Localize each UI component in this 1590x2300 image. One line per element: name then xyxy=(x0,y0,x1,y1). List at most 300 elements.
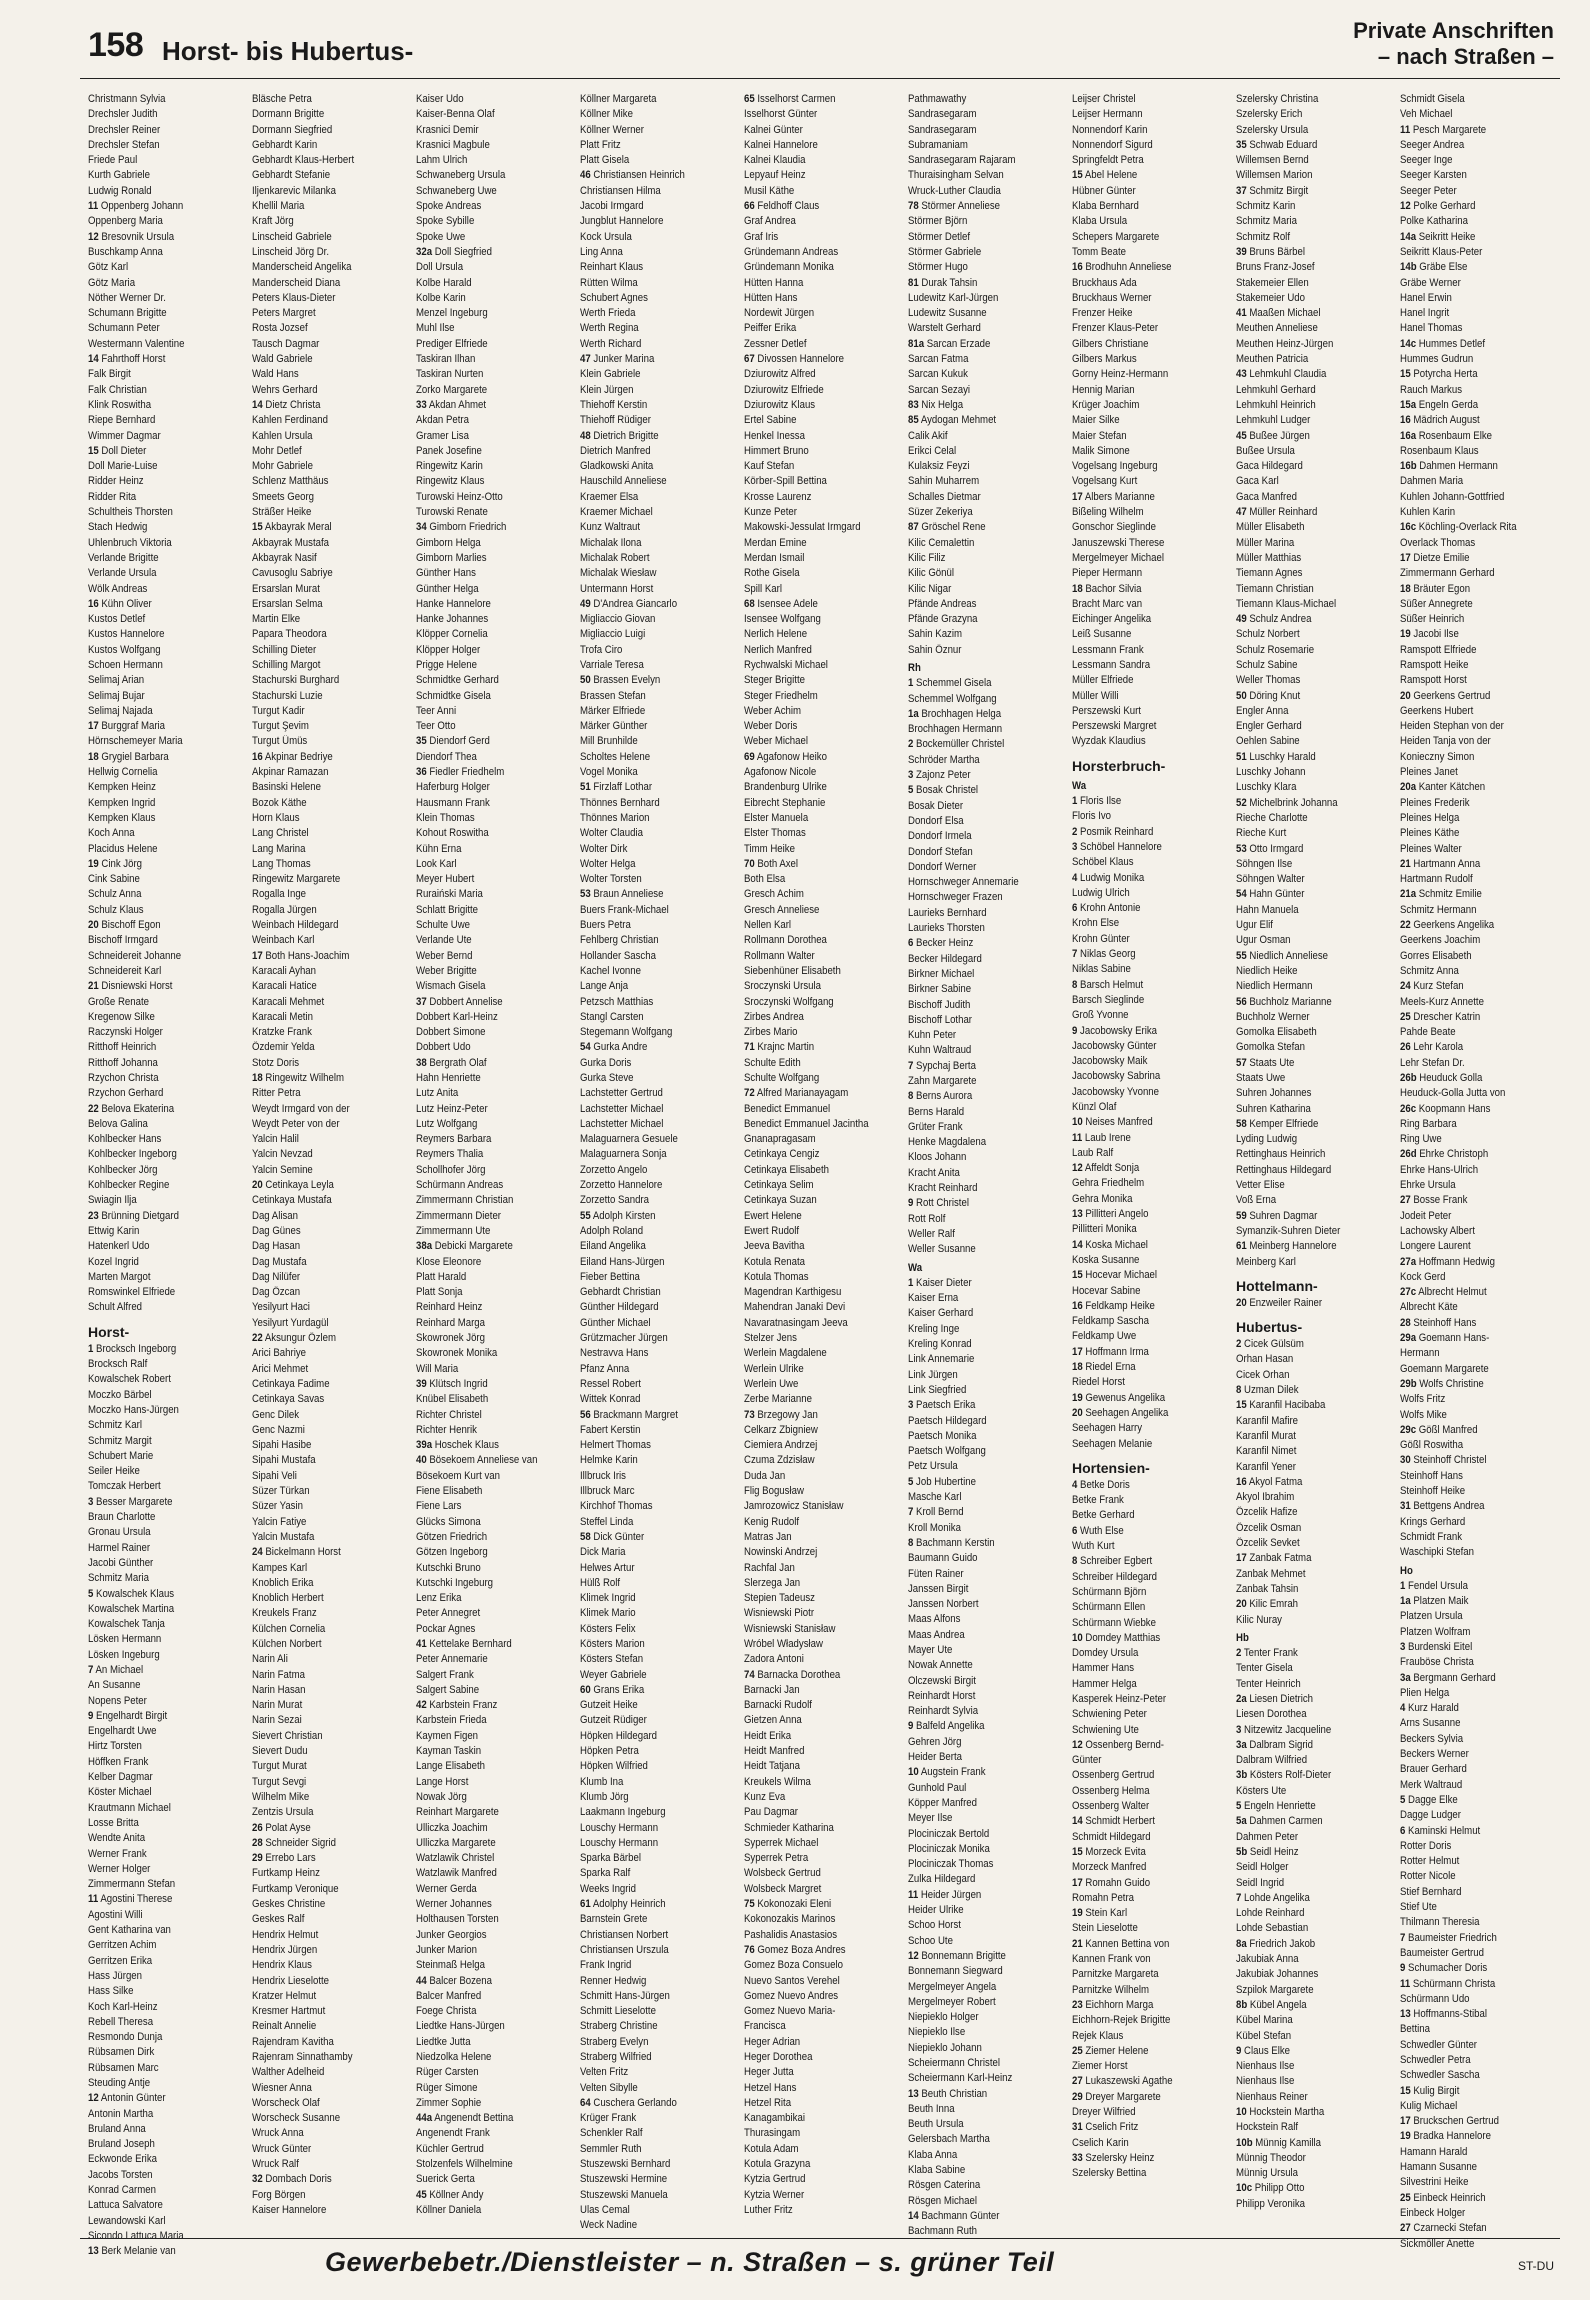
directory-entry: Fabert Kerstin xyxy=(580,1423,641,1436)
section-title-line1: Private Anschriften xyxy=(1353,18,1554,43)
directory-entry: 2a Liesen Dietrich xyxy=(1236,1692,1314,1705)
directory-entry: 7 An Michael xyxy=(88,1663,144,1676)
directory-entry: 85 Aydogan Mehmet xyxy=(908,414,997,427)
house-number: 5 xyxy=(1236,1800,1242,1813)
directory-entry: 1a Platzen Maik xyxy=(1400,1595,1469,1608)
directory-entry: Dag Hasan xyxy=(252,1240,301,1253)
directory-entry: Olczewski Birgit xyxy=(908,1674,976,1687)
directory-entry: Basinski Helene xyxy=(252,781,322,794)
directory-entry: 33 Akdan Ahmet xyxy=(416,398,487,411)
directory-entry: Lachstetter Michael xyxy=(580,1102,664,1115)
directory-entry: Klein Thomas xyxy=(416,811,475,824)
house-number: 35 xyxy=(1236,138,1247,151)
directory-entry: 53 Braun Anneliese xyxy=(580,888,664,901)
directory-entry: Riepe Bernhard xyxy=(88,414,156,427)
directory-entry: Suerick Gerta xyxy=(416,2173,475,2186)
house-number: 60 xyxy=(580,1683,591,1696)
directory-entry: Seidl Ingrid xyxy=(1236,1876,1285,1889)
directory-entry: Hülß Rolf xyxy=(580,1576,621,1589)
directory-entry: Rychwalski Michael xyxy=(744,658,828,671)
directory-entry: Springfeldt Petra xyxy=(1072,154,1144,167)
directory-entry: Zorzetto Angelo xyxy=(580,1163,648,1176)
directory-entry: Sparka Bärbel xyxy=(580,1852,641,1865)
directory-entry: Schlatt Brigitte xyxy=(416,903,479,916)
directory-entry: Velten Sibylle xyxy=(580,2081,638,2094)
directory-entry: Gebhardt Karin xyxy=(252,138,318,151)
directory-entry: Weinbach Hildegard xyxy=(252,919,339,932)
directory-entry: Hendrix Klaus xyxy=(252,1959,312,1972)
directory-entry: Weyer Gabriele xyxy=(580,1668,647,1681)
directory-entry: Gilbers Markus xyxy=(1072,353,1137,366)
directory-entry: Eiland Angelika xyxy=(580,1240,646,1253)
directory-entry: Ehrke Ursula xyxy=(1400,1179,1456,1192)
directory-entry: Meuthen Patricia xyxy=(1236,353,1309,366)
directory-entry: Akyol Ibrahim xyxy=(1236,1491,1295,1504)
directory-entry: 59 Suhren Dagmar xyxy=(1236,1209,1318,1222)
directory-entry: Kalnei Hannelore xyxy=(744,138,818,151)
directory-entry: Zanbak Mehmet xyxy=(1236,1567,1306,1580)
directory-entry: Plociniczak Bertold xyxy=(908,1827,990,1840)
directory-entry: 68 Isensee Adele xyxy=(744,597,818,610)
directory-entry: Sicondo Lattuca Maria xyxy=(88,2229,184,2242)
directory-entry: Spoke Sybille xyxy=(416,215,475,228)
house-number: 7 xyxy=(88,1663,94,1676)
directory-entry: 1 Schemmel Gisela xyxy=(908,677,992,690)
directory-entry: Schürmann Wiebke xyxy=(1072,1616,1156,1629)
directory-entry: Wolfs Mike xyxy=(1400,1408,1447,1421)
directory-entry: Seeger Inge xyxy=(1400,154,1453,167)
directory-entry: Schmidtke Gisela xyxy=(416,689,491,702)
directory-entry: Hanke Johannes xyxy=(416,613,489,626)
house-number: 6 xyxy=(1400,1824,1406,1837)
directory-entry: Petzsch Matthias xyxy=(580,995,654,1008)
directory-entry: 61 Meinberg Hannelore xyxy=(1236,1240,1337,1253)
house-number: 28 xyxy=(252,1836,263,1849)
directory-entry: 81 Durak Tahsin xyxy=(908,276,978,289)
directory-entry: Narin Ali xyxy=(252,1653,288,1666)
directory-entry: Menzel Ingeburg xyxy=(416,307,488,320)
directory-entry: Süßer Annegrete xyxy=(1400,597,1473,610)
house-number: 15 xyxy=(1072,1269,1083,1282)
house-number: 15a xyxy=(1400,398,1417,411)
directory-entry: Stakemeier Ellen xyxy=(1236,276,1309,289)
directory-entry: 28 Schneider Sigrid xyxy=(252,1836,336,1849)
directory-entry: Dondorf Stefan xyxy=(908,845,973,858)
directory-entry: Hartmann Rudolf xyxy=(1400,873,1473,886)
house-number: 2 xyxy=(908,738,914,751)
directory-entry: Niedlich Hermann xyxy=(1236,980,1313,993)
directory-entry: Stangl Carsten xyxy=(580,1010,644,1023)
directory-entry: Hollander Sascha xyxy=(580,949,656,962)
directory-entry: Körber-Spill Bettina xyxy=(744,475,827,488)
directory-entry: Lessmann Frank xyxy=(1072,643,1144,656)
directory-entry: Knoblich Erika xyxy=(252,1576,314,1589)
directory-entry: Wismach Gisela xyxy=(416,980,486,993)
house-number: 52 xyxy=(1236,796,1247,809)
directory-entry: 46 Christiansen Heinrich xyxy=(580,169,685,182)
directory-entry: 9 Schumacher Doris xyxy=(1400,1962,1488,1975)
directory-entry: Seidl Holger xyxy=(1236,1861,1289,1874)
directory-entry: 11 Heider Jürgen xyxy=(908,1888,982,1901)
directory-entry: Angenendt Frank xyxy=(416,2127,490,2140)
directory-entry: Westermann Valentine xyxy=(88,337,185,350)
directory-entry: Szelersky Bettina xyxy=(1072,2167,1147,2180)
directory-entry: 20 Seehagen Angelika xyxy=(1072,1406,1169,1419)
directory-entry: Kutschki Ingeburg xyxy=(416,1576,494,1589)
directory-entry: Nienhaus Ilse xyxy=(1236,2060,1295,2073)
directory-entry: Bischoff Irmgard xyxy=(88,934,158,947)
directory-entry: Spoke Uwe xyxy=(416,230,466,243)
directory-entry: Kotula Adam xyxy=(744,2142,799,2155)
directory-entry: Gößl Roswitha xyxy=(1400,1439,1464,1452)
directory-entry: Doll Ursula xyxy=(416,261,464,274)
directory-entry: Richter Christel xyxy=(416,1408,482,1421)
directory-entry: Heider Berta xyxy=(908,1751,963,1764)
house-number: 58 xyxy=(580,1530,591,1543)
directory-entry: Heger Adrian xyxy=(744,2035,801,2048)
directory-entry: Christiansen Hilma xyxy=(580,184,661,197)
directory-entry: Kuhlen Johann-Gottfried xyxy=(1400,490,1505,503)
directory-entry: Szpilok Margarete xyxy=(1236,1983,1314,1996)
page-header xyxy=(80,18,1560,79)
directory-entry: Kaymen Figen xyxy=(416,1729,479,1742)
directory-entry: Wald Gabriele xyxy=(252,353,313,366)
directory-entry: Stegemann Wolfgang xyxy=(580,1026,673,1039)
directory-entry: Brochhagen Hermann xyxy=(908,723,1003,736)
directory-entry: Bruckhaus Werner xyxy=(1072,291,1152,304)
directory-entry: Kaiser Gerhard xyxy=(908,1307,974,1320)
house-number: 21 xyxy=(1400,857,1411,870)
directory-entry: Kühn Erna xyxy=(416,842,462,855)
directory-entry: 3 Burdenski Eitel xyxy=(1400,1640,1473,1653)
directory-entry: Hanke Hannelore xyxy=(416,597,491,610)
directory-entry: Sahin Öznur xyxy=(908,643,962,656)
directory-entry: 55 Niedlich Anneliese xyxy=(1236,949,1329,962)
directory-entry: Krasnici Demir xyxy=(416,123,479,136)
directory-entry: Adolph Roland xyxy=(580,1224,644,1237)
directory-entry: Baumeister Gertrud xyxy=(1400,1946,1484,1959)
directory-entry: Eichhorn-Rejek Brigitte xyxy=(1072,2014,1171,2027)
directory-entry: Bruns Franz-Josef xyxy=(1236,261,1315,274)
directory-entry: Cetinkaya Elisabeth xyxy=(744,1163,830,1176)
directory-entry: Sparka Ralf xyxy=(580,1867,631,1880)
directory-entry: Khellil Maria xyxy=(252,200,305,213)
directory-entry: Selimaj Najada xyxy=(88,704,153,717)
directory-entry: 5 Dagge Elke xyxy=(1400,1793,1458,1806)
house-number: 11 xyxy=(908,1888,919,1901)
directory-entry: 7 Niklas Georg xyxy=(1072,948,1136,961)
house-number: 15 xyxy=(1400,2084,1411,2097)
directory-entry: 15 Doll Dieter xyxy=(88,444,147,457)
directory-entry: Klein Jürgen xyxy=(580,383,634,396)
directory-entry: Schmitz Karl xyxy=(88,1419,143,1432)
directory-entry: Gaca Karl xyxy=(1236,475,1279,488)
house-number: 4 xyxy=(1400,1702,1406,1715)
directory-entry: Rösgen Michael xyxy=(908,2194,978,2207)
directory-entry: 26c Koopmann Hans xyxy=(1400,1102,1491,1115)
directory-entry: Schult Alfred xyxy=(88,1301,143,1314)
house-number: 39 xyxy=(1236,245,1247,258)
directory-entry: Höpken Hildegard xyxy=(580,1729,658,1742)
house-number: 18 xyxy=(1072,582,1083,595)
directory-entry: Wolter Dirk xyxy=(580,842,628,855)
directory-entry: Sandrasegaram xyxy=(908,123,977,136)
directory-entry: Lösken Ingeburg xyxy=(88,1648,160,1661)
directory-entry: Illbruck Iris xyxy=(580,1469,626,1482)
directory-entry: 64 Cuschera Gerlando xyxy=(580,2096,677,2109)
directory-entry: Hammer Helga xyxy=(1072,1677,1137,1690)
directory-entry: Sipahi Veli xyxy=(252,1469,297,1482)
house-number: 7 xyxy=(908,1506,914,1519)
directory-entry: Stepien Tadeusz xyxy=(744,1592,815,1605)
directory-entry: Januszewski Therese xyxy=(1072,536,1165,549)
directory-entry: Günter xyxy=(1072,1754,1102,1767)
directory-entry: Worscheck Susanne xyxy=(252,2112,341,2125)
directory-entry: 44a Angenendt Bettina xyxy=(416,2112,514,2125)
directory-entry: Maas Andrea xyxy=(908,1628,965,1641)
directory-column xyxy=(1400,92,1558,2260)
directory-entry: 1 Kaiser Dieter xyxy=(908,1276,972,1289)
street-heading: Hottelmann- xyxy=(1236,1277,1318,1294)
directory-entry: Hetzel Hans xyxy=(744,2081,797,2094)
directory-entry: Reinhardt Sylvia xyxy=(908,1705,979,1718)
directory-entry: Rotter Helmut xyxy=(1400,1855,1460,1868)
directory-entry: Narin Fatma xyxy=(252,1668,305,1681)
directory-entry: Yalcin Fatiye xyxy=(252,1515,307,1528)
directory-entry: Losse Britta xyxy=(88,1816,139,1829)
directory-entry: Ludwig Ronald xyxy=(88,184,152,197)
directory-entry: Christiansen Urszula xyxy=(580,1943,669,1956)
house-number: 9 xyxy=(908,1197,914,1210)
directory-entry: Wald Hans xyxy=(252,368,299,381)
directory-entry: Wölk Andreas xyxy=(88,582,148,595)
directory-entry: Beuth Inna xyxy=(908,2102,955,2115)
house-number: 29b xyxy=(1400,1377,1417,1390)
directory-entry: Platzen Wolfram xyxy=(1400,1625,1471,1638)
directory-entry: Pfanz Anna xyxy=(580,1362,630,1375)
directory-entry: Nordewit Jürgen xyxy=(744,307,815,320)
directory-entry: Meels-Kurz Annette xyxy=(1400,995,1484,1008)
directory-entry: 17 Both Hans-Joachim xyxy=(252,949,350,962)
directory-entry: Schulte Uwe xyxy=(416,919,471,932)
directory-entry: Reinhard Heinz xyxy=(416,1301,483,1314)
directory-entry: Ritthoff Johanna xyxy=(88,1056,158,1069)
directory-entry: 8b Kübel Angela xyxy=(1236,1998,1307,2011)
directory-entry: 27 Bosse Frank xyxy=(1400,1194,1468,1207)
directory-entry: Hahn Henriette xyxy=(416,1072,481,1084)
directory-entry: Sahin Kazim xyxy=(908,628,963,641)
street-section-heading: Wa xyxy=(908,1261,923,1274)
directory-entry: Rajendram Kavitha xyxy=(252,2035,334,2048)
directory-entry: Jeeva Bavitha xyxy=(744,1240,805,1253)
directory-entry: Dag Nilüfer xyxy=(252,1270,301,1283)
directory-entry: Störmer Björn xyxy=(908,215,968,228)
directory-entry: Stuszewski Manuela xyxy=(580,2188,668,2201)
directory-entry: Watzlawik Christel xyxy=(416,1852,495,1865)
directory-entry: Heuduck-Golla Jutta von xyxy=(1400,1087,1506,1100)
directory-entry: Ling Anna xyxy=(580,245,623,258)
directory-entry: Yalcin Nevzad xyxy=(252,1148,313,1161)
directory-entry: Ciemiera Andrzej xyxy=(744,1439,818,1452)
directory-entry: Klaba Ursula xyxy=(1072,215,1128,228)
directory-entry: Wolsbeck Gertrud xyxy=(744,1867,821,1880)
directory-entry: Zorko Margarete xyxy=(416,383,488,396)
directory-entry: Christiansen Norbert xyxy=(580,1928,669,1941)
house-number: 14b xyxy=(1400,261,1417,274)
directory-entry: Platt Fritz xyxy=(580,138,621,151)
directory-entry: 2 Posmik Reinhard xyxy=(1072,825,1154,838)
directory-entry: Schulte Edith xyxy=(744,1056,801,1069)
directory-entry: Kübel Marina xyxy=(1236,2014,1293,2027)
directory-entry: Tenter Heinrich xyxy=(1236,1677,1301,1690)
directory-entry: Rzychon Gerhard xyxy=(88,1087,164,1100)
house-number: 61 xyxy=(1236,1240,1247,1253)
directory-entry: Vogel Monika xyxy=(580,766,638,779)
directory-entry: Pleines Helga xyxy=(1400,811,1460,824)
house-number: 3 xyxy=(1236,1723,1242,1736)
directory-entry: Werlein Ulrike xyxy=(744,1362,804,1375)
directory-entry: Hornschweger Annemarie xyxy=(908,876,1019,889)
house-number: 59 xyxy=(1236,1209,1247,1222)
directory-entry: 54 Gurka Andre xyxy=(580,1041,648,1054)
directory-entry: Ritter Petra xyxy=(252,1087,301,1100)
directory-entry: 51 Luschky Harald xyxy=(1236,750,1316,763)
directory-entry: 12 Polke Gerhard xyxy=(1400,200,1476,213)
house-number: 51 xyxy=(580,781,591,794)
directory-entry: Barnacki Rudolf xyxy=(744,1699,812,1712)
directory-entry: Kösters Stefan xyxy=(580,1653,644,1666)
directory-entry: Klumb Jörg xyxy=(580,1790,629,1803)
directory-entry: Thönnes Bernhard xyxy=(580,796,660,809)
directory-entry: Stotz Doris xyxy=(252,1056,300,1069)
directory-entry: 20 Enzweiler Rainer xyxy=(1236,1296,1323,1309)
directory-entry: Berns Harald xyxy=(908,1105,965,1118)
directory-entry: Wróbel Władysław xyxy=(744,1637,823,1650)
directory-entry: Spoke Andreas xyxy=(416,200,482,213)
house-number: 20 xyxy=(88,919,99,932)
directory-entry: 14 Schmidt Herbert xyxy=(1072,1815,1155,1828)
street-section-heading: Hb xyxy=(1236,1631,1249,1644)
house-number: 54 xyxy=(1236,888,1247,901)
directory-entry: Semmler Ruth xyxy=(580,2142,642,2155)
footer-note: Gewerbebetr./Dienstleister – n. Straßen – s. grüner Teil xyxy=(325,2247,1055,2277)
directory-entry: 14 Dietz Christa xyxy=(252,398,321,411)
directory-entry: Zorzetto Sandra xyxy=(580,1194,650,1207)
directory-entry: Oehlen Sabine xyxy=(1236,735,1300,748)
directory-entry: Frenzer Heike xyxy=(1072,307,1133,320)
directory-entry: Buers Petra xyxy=(580,919,631,932)
directory-entry: Look Karl xyxy=(416,857,457,870)
directory-entry: Falk Birgit xyxy=(88,368,131,381)
directory-entry: Füten Rainer xyxy=(908,1567,964,1580)
directory-entry: Wruck Ralf xyxy=(252,2158,299,2171)
directory-entry: Vogelsang Ingeburg xyxy=(1072,460,1158,473)
directory-entry: Himmert Bruno xyxy=(744,444,809,457)
directory-entry: Stach Hedwig xyxy=(88,521,148,534)
directory-entry: 2 Tenter Frank xyxy=(1236,1647,1298,1660)
directory-entry: Yesilyurt Haci xyxy=(252,1301,310,1314)
house-number: 23 xyxy=(1072,1998,1083,2011)
directory-entry: Külchen Cornelia xyxy=(252,1622,326,1635)
directory-entry: Kowalschek Robert xyxy=(88,1373,171,1386)
directory-entry: 3 Zajonz Peter xyxy=(908,769,971,782)
house-number: 16 xyxy=(252,750,263,763)
directory-entry: Zahn Margarete xyxy=(908,1075,977,1087)
directory-entry: Jacobowsky Sabrina xyxy=(1072,1070,1161,1083)
directory-entry: Lutz Wolfgang xyxy=(416,1117,478,1130)
directory-entry: 18 Grygiel Barbara xyxy=(88,750,169,763)
directory-entry: Zimmermann Stefan xyxy=(88,1878,176,1891)
directory-entry: Gebhardt Klaus-Herbert xyxy=(252,154,355,167)
directory-entry: Zimmermann Gerhard xyxy=(1400,567,1495,580)
directory-entry: Köster Michael xyxy=(88,1786,152,1799)
house-number: 14 xyxy=(88,353,99,366)
directory-entry: 4 Kurz Harald xyxy=(1400,1702,1459,1715)
directory-entry: Hübner Günter xyxy=(1072,184,1136,197)
directory-entry: Gehra Monika xyxy=(1072,1192,1133,1205)
directory-entry: Ulliczka Margarete xyxy=(416,1836,496,1849)
directory-entry: Pashalidis Anastasios xyxy=(744,1928,838,1941)
house-number: 12 xyxy=(1400,200,1411,213)
directory-entry: Gorny Heinz-Hermann xyxy=(1072,368,1169,381)
directory-entry: 7 Sypchaj Berta xyxy=(908,1059,976,1072)
directory-entry: Niedzolka Helene xyxy=(416,2051,492,2063)
house-number: 85 xyxy=(908,414,919,427)
house-number: 26b xyxy=(1400,1072,1417,1084)
directory-entry: 31 Bettgens Andrea xyxy=(1400,1500,1485,1513)
directory-entry: Schwiening Peter xyxy=(1072,1708,1147,1721)
directory-entry: Richter Henrik xyxy=(416,1423,477,1436)
directory-entry: 8 Schreiber Egbert xyxy=(1072,1555,1153,1568)
directory-entry: 17 Romahn Guido xyxy=(1072,1876,1151,1889)
directory-entry: Ramspott Horst xyxy=(1400,674,1467,687)
directory-entry: Ulas Cemal xyxy=(580,2203,630,2216)
directory-entry: Rübsamen Dirk xyxy=(88,2046,155,2059)
directory-entry: Overlack Thomas xyxy=(1400,536,1476,549)
directory-entry: Lehmkuhl Gerhard xyxy=(1236,383,1316,396)
directory-entry: Fiene Lars xyxy=(416,1500,462,1513)
house-number: 26c xyxy=(1400,1102,1417,1115)
house-number: 1a xyxy=(908,707,919,720)
house-number: 75 xyxy=(744,1898,755,1911)
directory-entry: Lehmkuhl Heinrich xyxy=(1236,398,1316,411)
directory-entry: 32 Dombach Doris xyxy=(252,2173,332,2186)
house-number: 20 xyxy=(1236,1598,1247,1611)
directory-entry: Sarcan Sezayi xyxy=(908,383,971,396)
house-number: 40 xyxy=(416,1454,427,1467)
house-number: 18 xyxy=(252,1072,263,1084)
directory-entry: 78 Störmer Anneliese xyxy=(908,200,1001,213)
directory-entry: Petz Ursula xyxy=(908,1460,958,1473)
house-number: 72 xyxy=(744,1087,755,1100)
directory-entry: 5b Seidl Heinz xyxy=(1236,1845,1299,1858)
directory-entry: Pahde Beate xyxy=(1400,1026,1456,1039)
directory-entry: Hanel Ingrit xyxy=(1400,307,1450,320)
directory-entry: Siebenhüner Elisabeth xyxy=(744,964,841,977)
directory-entry: Selimaj Bujar xyxy=(88,689,145,702)
directory-entry: Rauch Markus xyxy=(1400,383,1463,396)
directory-entry: 14c Hummes Detlef xyxy=(1400,337,1486,350)
directory-entry: Meyer Ilse xyxy=(908,1812,953,1825)
directory-entry: Hütten Hanna xyxy=(744,276,804,289)
directory-entry: Narin Sezai xyxy=(252,1714,302,1727)
directory-entry: Helmke Karin xyxy=(580,1454,638,1467)
directory-entry: 39 Klütsch Ingrid xyxy=(416,1377,488,1390)
directory-entry: Morzeck Manfred xyxy=(1072,1861,1147,1874)
directory-entry: Bettina xyxy=(1400,2023,1430,2036)
directory-entry: 12 Bresovnik Ursula xyxy=(88,230,175,243)
directory-entry: Kurth Gabriele xyxy=(88,169,151,182)
